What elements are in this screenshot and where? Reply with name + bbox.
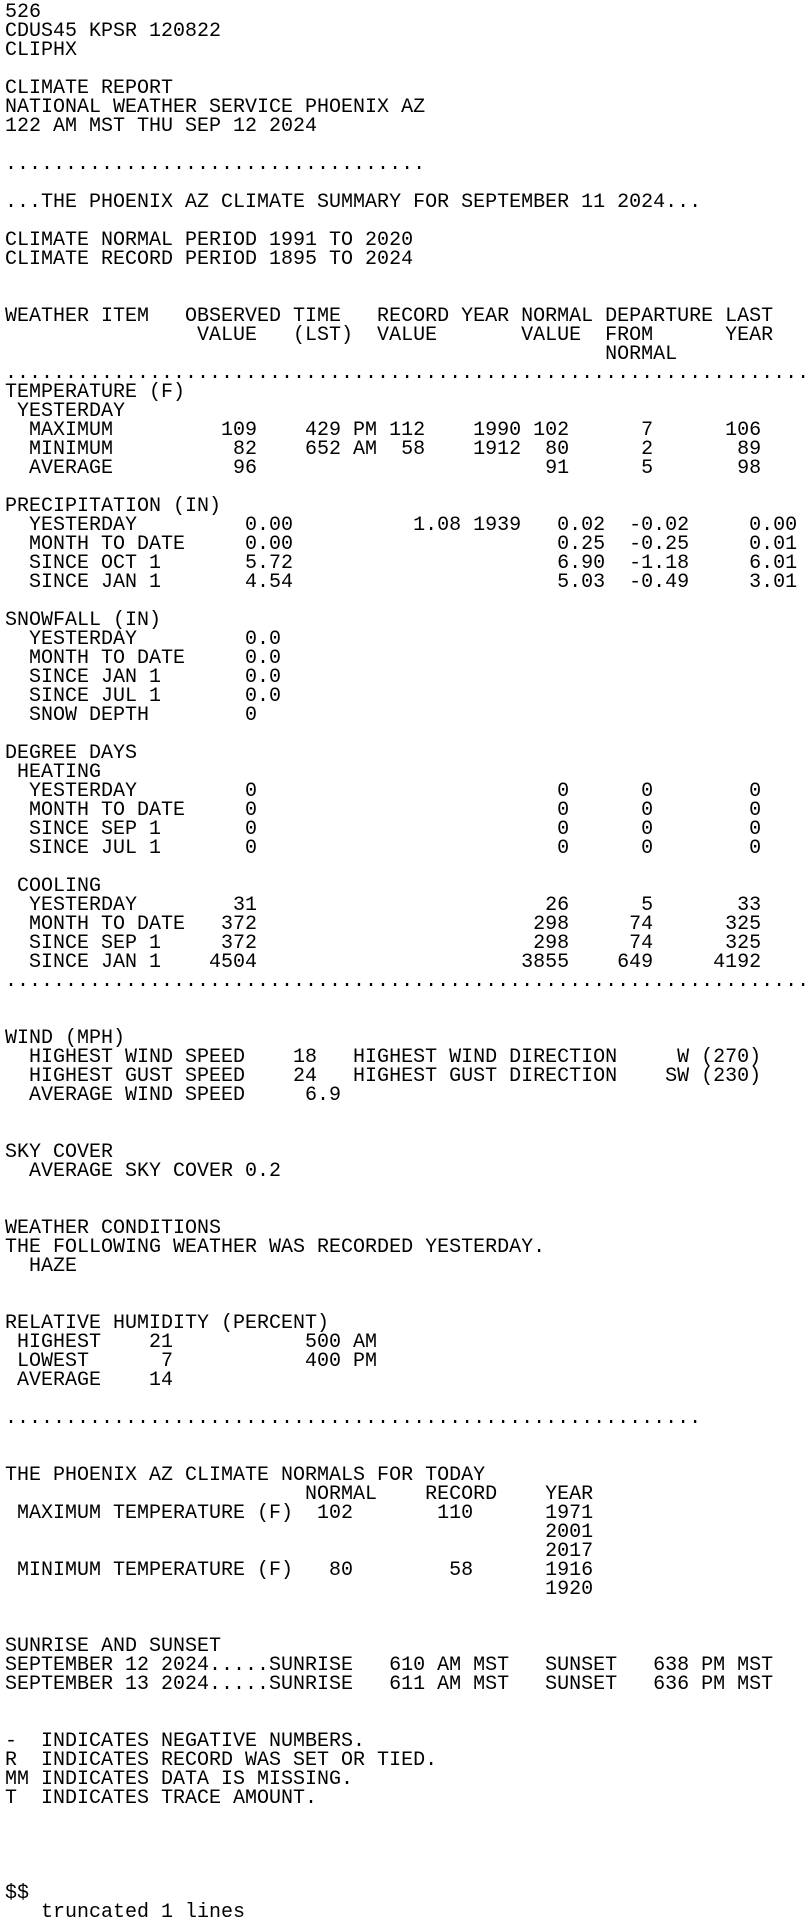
report-line: SINCE JUL 1 0 0 0 0 (5, 837, 762, 860)
report-line: CLIMATE RECORD PERIOD 1895 TO 2024 (5, 248, 414, 271)
report-line: SINCE JAN 1 4.54 5.03 -0.49 3.01 (5, 571, 798, 594)
report-line: MINIMUM TEMPERATURE (F) 80 58 1916 (5, 1559, 594, 1582)
report-line: THE FOLLOWING WEATHER WAS RECORDED YESTERDAY. (5, 1236, 546, 1259)
report-line: MINIMUM 82 652 AM 58 1912 80 2 89 (5, 438, 762, 461)
report-line: AVERAGE WIND SPEED 6.9 (5, 1084, 342, 1107)
report-line: COOLING (5, 875, 102, 898)
report-line: SINCE OCT 1 5.72 6.90 -1.18 6.01 (5, 552, 798, 575)
report-line: WEATHER ITEM OBSERVED TIME RECORD YEAR NORMAL DEPARTURE LAST (5, 305, 774, 328)
report-line (5, 1124, 809, 1143)
report-line: AVERAGE 96 91 5 98 (5, 457, 762, 480)
report-line: VALUE (LST) VALUE VALUE FROM YEAR (5, 324, 774, 347)
report-line: SINCE JUL 1 0.0 (5, 685, 282, 708)
report-line: SEPTEMBER 13 2024.....SUNRISE 611 AM MST SUNSET 636 PM MST (5, 1673, 774, 1696)
report-line: SKY COVER (5, 1141, 114, 1164)
report-line (5, 1181, 809, 1200)
report-line (5, 1694, 809, 1713)
report-line: LOWEST 7 400 PM (5, 1350, 378, 1373)
report-line: truncated 1 lines (5, 1901, 246, 1924)
report-line: MAXIMUM TEMPERATURE (F) 102 110 1971 (5, 1502, 594, 1525)
report-line: MM INDICATES DATA IS MISSING. (5, 1768, 354, 1791)
report-line: SINCE JAN 1 4504 3855 649 4192 (5, 951, 762, 974)
report-line: PRECIPITATION (IN) (5, 495, 222, 518)
report-line: SNOWFALL (IN) (5, 609, 162, 632)
report-line: YESTERDAY 0.00 1.08 1939 0.02 -0.02 0.00 (5, 514, 798, 537)
report-line (5, 269, 809, 288)
report-line: 2001 (5, 1521, 594, 1544)
report-line: CDUS45 KPSR 120822 (5, 20, 222, 43)
report-line: YESTERDAY (5, 400, 126, 423)
report-line: SINCE SEP 1 372 298 74 325 (5, 932, 762, 955)
report-line: T INDICATES TRACE AMOUNT. (5, 1787, 318, 1810)
report-line: SUNRISE AND SUNSET (5, 1635, 222, 1658)
report-line: HIGHEST GUST SPEED 24 HIGHEST GUST DIRECTION SW (230) (5, 1065, 762, 1088)
report-line: SNOW DEPTH 0 (5, 704, 258, 727)
report-line: ...THE PHOENIX AZ CLIMATE SUMMARY FOR SEPTEMBER 11 2024... (5, 191, 702, 214)
report-line: DEGREE DAYS (5, 742, 138, 765)
report-line: YESTERDAY 31 26 5 33 (5, 894, 762, 917)
report-line: MONTH TO DATE 0.0 (5, 647, 282, 670)
report-line (5, 1105, 809, 1124)
report-line: AVERAGE 14 (5, 1369, 174, 1392)
report-line (5, 1827, 809, 1846)
report-line: THE PHOENIX AZ CLIMATE NORMALS FOR TODAY (5, 1464, 486, 1487)
report-line: CLIMATE REPORT (5, 77, 174, 100)
report-line (5, 1276, 809, 1295)
report-line: CLIPHX (5, 39, 78, 62)
report-line: AVERAGE SKY COVER 0.2 (5, 1160, 282, 1183)
report-line: HIGHEST 21 500 AM (5, 1331, 378, 1354)
report-line: NATIONAL WEATHER SERVICE PHOENIX AZ (5, 96, 426, 119)
report-line: 1920 (5, 1578, 594, 1601)
report-line (5, 1865, 809, 1884)
report-line: SINCE SEP 1 0 0 0 0 (5, 818, 762, 841)
report-line: SEPTEMBER 12 2024.....SUNRISE 610 AM MST SUNSET 638 PM MST (5, 1654, 774, 1677)
report-line: NORMAL RECORD YEAR (5, 1483, 594, 1506)
report-line: TEMPERATURE (F) (5, 381, 186, 404)
report-line: HAZE (5, 1255, 78, 1278)
report-line: $$ (5, 1882, 30, 1905)
report-line: 122 AM MST THU SEP 12 2024 (5, 115, 318, 138)
report-line: 2017 (5, 1540, 594, 1563)
report-line: CLIMATE NORMAL PERIOD 1991 TO 2020 (5, 229, 414, 252)
report-line: HEATING (5, 761, 102, 784)
report-line: MAXIMUM 109 429 PM 112 1990 102 7 106 (5, 419, 762, 442)
report-line: ................................................................... (5, 362, 810, 385)
report-line: HIGHEST WIND SPEED 18 HIGHEST WIND DIRECTION W (270) (5, 1046, 762, 1069)
report-line: MONTH TO DATE 372 298 74 325 (5, 913, 762, 936)
report-line: ................................... (5, 153, 426, 176)
report-line (5, 1846, 809, 1865)
report-line: MONTH TO DATE 0 0 0 0 (5, 799, 762, 822)
report-line: RELATIVE HUMIDITY (PERCENT) (5, 1312, 330, 1335)
report-line (5, 1599, 809, 1618)
report-line (5, 1010, 809, 1029)
report-line (5, 991, 809, 1010)
report-line: NORMAL (5, 343, 678, 366)
report-line: R INDICATES RECORD WAS SET OR TIED. (5, 1749, 438, 1772)
report-line: 526 (5, 1, 42, 24)
report-line: SINCE JAN 1 0.0 (5, 666, 282, 689)
report-line: WIND (MPH) (5, 1027, 126, 1050)
report-line: - INDICATES NEGATIVE NUMBERS. (5, 1730, 366, 1753)
climate-report-text (5, 3, 809, 1922)
report-line (5, 858, 809, 877)
report-line: ................................................................... (5, 970, 810, 993)
report-line: MONTH TO DATE 0.00 0.25 -0.25 0.01 (5, 533, 798, 556)
report-line: WEATHER CONDITIONS (5, 1217, 222, 1240)
report-line (5, 1808, 809, 1827)
report-line: YESTERDAY 0 0 0 0 (5, 780, 762, 803)
report-line (5, 1428, 809, 1447)
report-line: YESTERDAY 0.0 (5, 628, 282, 651)
report-line: .......................................................... (5, 1407, 702, 1430)
